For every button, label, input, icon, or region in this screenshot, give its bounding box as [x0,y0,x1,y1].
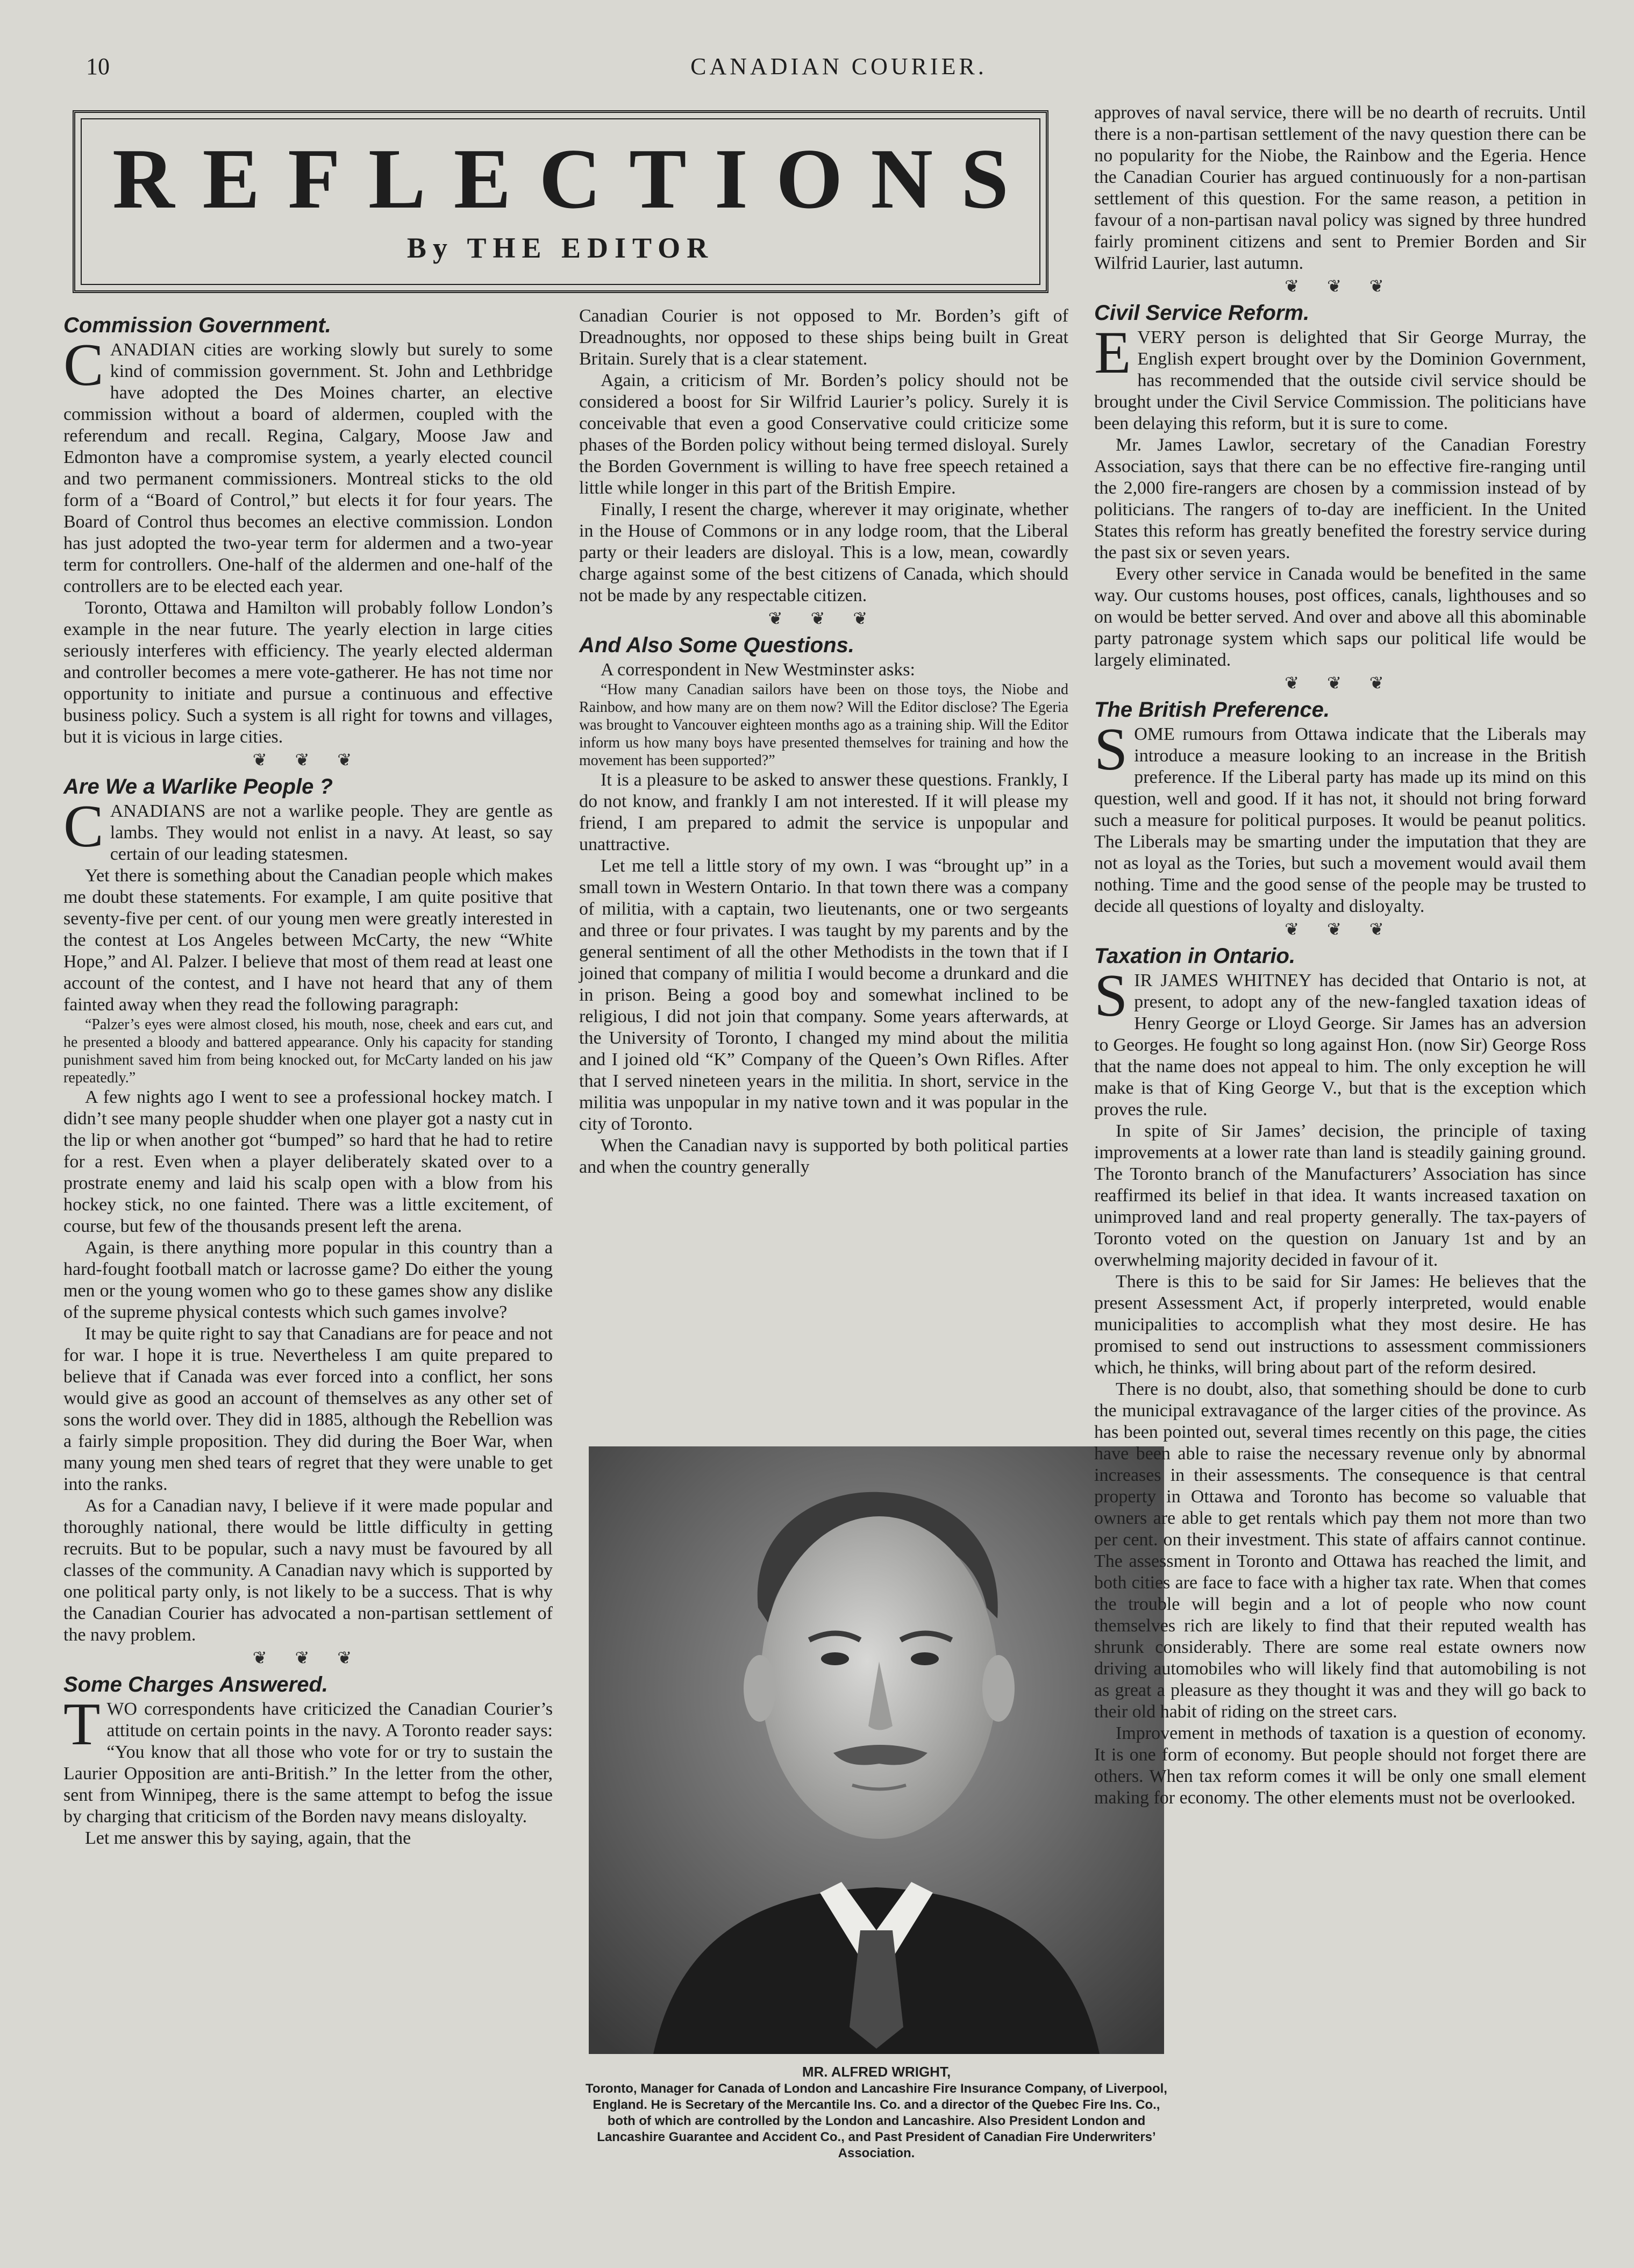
section-ornament: ❦ ❦ ❦ [768,609,880,628]
paragraph-text: VERY person is delighted that Sir George Murray, the English expert brought over by the Dominion Government, has recommended that the outside civil service should be brought under the Civil Service Commission. The politicians have been delaying this reform, but it is sure to come. [1094,327,1586,433]
section-heading-charges: Some Charges Answered. [63,1673,329,1696]
page-number: 10 [86,53,110,80]
column-1 [63,309,553,2223]
drop-cap: C [63,332,104,398]
paragraph-text: WO correspondents have criticized the Canadian Courier’s attitude on certain points in the navy. A Toronto reader says: “You know that all those who vote for or try to sustain the Laurier Opposition are anti-British.” In the letter from the other, sent from Winnipeg, there is the same attempt to befog the issue by charging that criticism of the Borden navy means disloyalty. [63,1699,553,1827]
paragraph: Yet there is something about the Canadian people which makes me doubt these statements. For example, I am quite positive that seventy-five per cent. of our young men were greatly interested in the contest at Los Angeles between McCarty, the new “White Hope,” and Al. Palzer. I believe that most of them read at least one account of the contest, and I have not heard that any of them fainted away when they read the following paragraph: [63,866,553,1015]
paragraph [63,332,553,597]
portrait-photo [589,1446,1164,2054]
drop-cap: C [63,793,104,860]
column-3 [1094,102,1586,2226]
caption-name: MR. ALFRED WRIGHT, [802,2064,951,2080]
block-quote: “How many Canadian sailors have been on those toys, the Niobe and Rainbow, and how many are on them now? Will the Editor disclose? The Egeria was brought to Vancouver eighteen months ago as a training ship. Will the Editor inform us how many boys have presented themselves for training and how the movement has been supported?” [579,681,1068,769]
section-ornament: ❦ ❦ ❦ [1285,276,1396,296]
block-quote: “Palzer’s eyes were almost closed, his mouth, nose, cheek and ears cut, and he presented a bloody and battered appearance. Only his capacity for standing punishment saved him from being knocked out, for McCarty landed on his jaw repeatedly.” [63,1016,553,1086]
section-heading-british: The British Preference. [1094,698,1330,722]
masthead-title: REFLECTIONS [112,131,1037,226]
paragraph: It is a pleasure to be asked to answer these questions. Frankly, I do not know, and frankly I am not interested. If it will please my friend, I am prepared to admit the service is unpopular and unattractive. [579,770,1068,854]
drop-cap: T [63,1691,101,1758]
paragraph-text: ANADIANS are not a warlike people. They are gentle as lambs. They would not enlist in a navy. At least, so say certain of our leading statesmen. [110,801,553,864]
photo-caption [581,2064,1172,2162]
section-ornament: ❦ ❦ ❦ [1285,673,1396,693]
paragraph [63,793,553,865]
masthead-inner-rule [81,118,1040,285]
paragraph: Improvement in methods of taxation is a question of economy. It is one form of economy. But people should not forget there are others. When tax reform comes it will be only one small element making for economy. The other elements must not be overlooked. [1094,1723,1586,1808]
masthead-byline: By THE EDITOR [406,232,715,264]
paragraph: Let me answer this by saying, again, that the [85,1828,411,1848]
paragraph: As for a Canadian navy, I believe if it were made popular and thoroughly national, there would be little difficulty in getting recruits. But to be popular, such a navy must be favoured by all classes of the community. A Canadian navy which is supported by one political party only, is not likely to be a success. That is why the Canadian Courier has advocated a non-partisan settlement of the navy problem. [63,1496,553,1645]
paragraph: There is this to be said for Sir James: He believes that the present Assessment Act, if properly interpreted, would enable municipalities to accomplish what they most desire. He has promised to send out instructions to assessment commissioners which, he thinks, will bring about part of the reform desired. [1094,1272,1586,1378]
running-head [0,53,1634,85]
section-ornament: ❦ ❦ ❦ [252,1648,364,1667]
section-heading-questions: And Also Some Questions. [579,633,854,657]
paragraph: Every other service in Canada would be benefited in the same way. Our customs houses, post offices, canals, lighthouses and so on would be better served. And over and above all this abominable party patronage system which saps our political life would be largely eliminated. [1094,564,1586,670]
paragraph: A correspondent in New Westminster asks: [601,660,915,680]
paragraph-text: OME rumours from Ottawa indicate that the Liberals may introduce a measure looking to an increase in the British preference. If the Liberal party has made up its mind on this question, well and good. If it has not, it should not bring forward such a measure for political purposes. It would be peanut politics. The Liberals may be smarting under the imputation that they are not as loyal as the Tories, but such a movement would avail them nothing. Time and the good sense of the people may be trusted to decide all questions of loyalty and disloyalty. [1094,724,1586,916]
paragraph-text: IR JAMES WHITNEY has decided that Ontario is not, at present, to adopt any of the new-fangled taxation ideas of Henry George or Lloyd George. Sir James has an adversion to Georges. He fought so long against Hon. (now Sir) George Ross that the name does not appeal to him. The only exception he will make is that of King George V., but that is the exception which proves the rule. [1094,971,1586,1119]
paragraph-text: ANADIAN cities are working slowly but surely to some kind of commission government. St. John and Lethbridge have adopted the Des Moines charter, an elective commission without a board of aldermen, coupled with the referendum and recall. Regina, Calgary, Moose Jaw and Edmonton have a compromise system, a yearly elected council and two permanent commissioners. Montreal sticks to the old form of a “Board of Control,” but elects it for four years. The Board of Control thus becomes an elective commission. London has just adopted the two-year term for aldermen and a two-year term for controllers. One-half of the aldermen and one-half of the controllers are to be elected each year. [63,340,553,596]
column-2 [579,305,1068,1445]
paragraph [1094,962,1586,1121]
paragraph: When the Canadian navy is supported by both political parties and when the country generally [579,1136,1068,1177]
paragraph [63,1691,553,1828]
section-ornament: ❦ ❦ ❦ [1285,919,1396,939]
paragraph: Again, is there anything more popular in this country than a hard-fought football match or lacrosse game? Do either the young men or the young women who go to these games show any dislike of the supreme physical contests which such games involve? [63,1238,553,1322]
section-heading-commission: Commission Government. [63,313,331,337]
publication-title: CANADIAN COURIER. [690,53,987,80]
paragraph [1094,716,1586,917]
paragraph: Finally, I resent the charge, wherever it may originate, whether in the House of Commons or in any lodge room, that the Liberal party or their leaders are disloyal. This is a low, mean, cowardly charge against some of the best citizens of Canada, which should not be made by any respectable citizen. [579,500,1068,605]
drop-cap: E [1094,319,1131,386]
section-heading-taxation: Taxation in Ontario. [1094,944,1296,968]
paragraph: Toronto, Ottawa and Hamilton will probably follow London’s example in the near future. The yearly election in large cities seriously interferes with efficiency. The yearly elected alderman and controller becomes a mere vote-gatherer. He has not time nor opportunity to initiate and pursue a continuous and effective business policy. Such a system is all right for towns and villages, but it is vicious in large cities. [63,598,553,747]
paragraph: There is no doubt, also, that something should be done to curb the municipal extravagance of the larger cities of the province. As has been pointed out, several times recently on this page, the cities have been able to raise the necessary revenue only by abnormal increases in their assessments. The consequence is that central property in Ottawa and Toronto has become so valuable that owners are able to get rentals which pay them not more than two per cent. on their investment. This state of affairs cannot continue. The assessment in Toronto and Ottawa has reached the limit, and both cities are face to face with a higher tax rate. When that comes the trouble will begin and a lot of people who now count themselves rich are likely to find that their reputed wealth has shrunk considerably. There are some real estate owners now driving automobiles who will likely find that automobiling is not as great a pleasure as they thought it was and they will go back to their old habit of riding on the street cars. [1094,1379,1586,1722]
paragraph: In spite of Sir James’ decision, the principle of taxing improvements at a lower rate than land is steadily gaining ground. The Toronto branch of the Manufacturers’ Association has since reaffirmed its belief in that idea. It wants increased taxation on unimproved land and real property generally. The tax-payers of Toronto voted on the question on January 1st and by an overwhelming majority decided in favour of it. [1094,1121,1586,1270]
caption-text: Toronto, Manager for Canada of London and Lancashire Fire Insurance Company, of Liverpool, England. He is Secretary of the Mercantile Ins. Co. and a director of the Quebec Fire Ins. Co., both of which are controlled by the London and Lancashire. Also President London and Lancashire Guarantee and Accident Co., and Past President of Canadian Fire Underwriters’ Association. [586,2081,1167,2160]
masthead-box [73,110,1048,293]
paragraph: Again, a criticism of Mr. Borden’s policy should not be considered a boost for Sir Wilfrid Laurier’s policy. Surely it is conceivable that even a good Conservative could criticize some phases of the Borden policy without being termed disloyal. Surely the Borden Government is willing to have free speech retained a little while longer in this part of the British Empire. [579,370,1068,498]
section-ornament: ❦ ❦ ❦ [252,750,364,769]
section-heading-civil: Civil Service Reform. [1094,301,1310,325]
paragraph: approves of naval service, there will be no dearth of recruits. Until there is a non-partisan settlement of the navy question there can be no popularity for the Niobe, the Rainbow and the Egeria. Hence the Canadian Courier has argued continuously for a non-partisan settlement of this question. For the same reason, a petition in favour of a non-partisan naval policy was signed by three hundred fairly prominent citizens and sent to Premier Borden and Sir Wilfrid Laurier, last autumn. [1094,103,1586,273]
paragraph: Let me tell a little story of my own. I was “brought up” in a small town in Western Ontario. In that town there was a company of militia, with a captain, two lieutenants, one or two sergeants and three or four privates. I was taught by my parents and by the general sentiment of all the other Methodists in the town that if I joined that company of militia I would become a drunkard and die in prison. Being a good boy and somewhat inclined to be religious, I did not join that company. Some years afterwards, at the University of Toronto, I changed my mind about the militia and I joined old “K” Company of the Queen’s Own Rifles. After that I served nineteen years in the militia. In short, service in the militia was unpopular in my native town and it was popular in the city of Toronto. [579,856,1068,1134]
paragraph [1094,319,1586,434]
drop-cap: S [1094,716,1128,783]
drop-cap: S [1094,962,1128,1029]
paragraph: Mr. James Lawlor, secretary of the Canadian Forestry Association, says that there can be no effective fire-ranging until the 2,000 fire-rangers are chosen by a commission instead of by politicians. The rangers of to-day are inefficient. In the United States this reform has greatly benefited the forestry service during the past six or seven years. [1094,435,1586,562]
section-heading-warlike: Are We a Warlike People ? [63,775,333,798]
paragraph: It may be quite right to say that Canadians are for peace and not for war. I hope it is true. Nevertheless I am quite prepared to believe that if Canada was ever forced into a conflict, her sons would give as good an account of themselves as any other set of sons the world over. They did in 1885, although the Rebellion was a fairly simple proposition. They did during the Boer War, when many young men shed tears of regret that they were unable to get into the ranks. [63,1324,553,1494]
paragraph: Canadian Courier is not opposed to Mr. Borden’s gift of Dreadnoughts, nor opposed to these ships being built in Great Britain. Surely that is a clear statement. [579,306,1068,369]
paragraph: A few nights ago I went to see a professional hockey match. I didn’t see many people shudder when one player got a nasty cut in the lip or when another got “bumped” so hard that he had to retire for a rest. Even when a player deliberately skated over to a prostrate enemy and laid his scalp open with a blow from his hockey stick, no one fainted. There was a little excitement, of course, but few of the thousands present left the arena. [63,1087,553,1236]
